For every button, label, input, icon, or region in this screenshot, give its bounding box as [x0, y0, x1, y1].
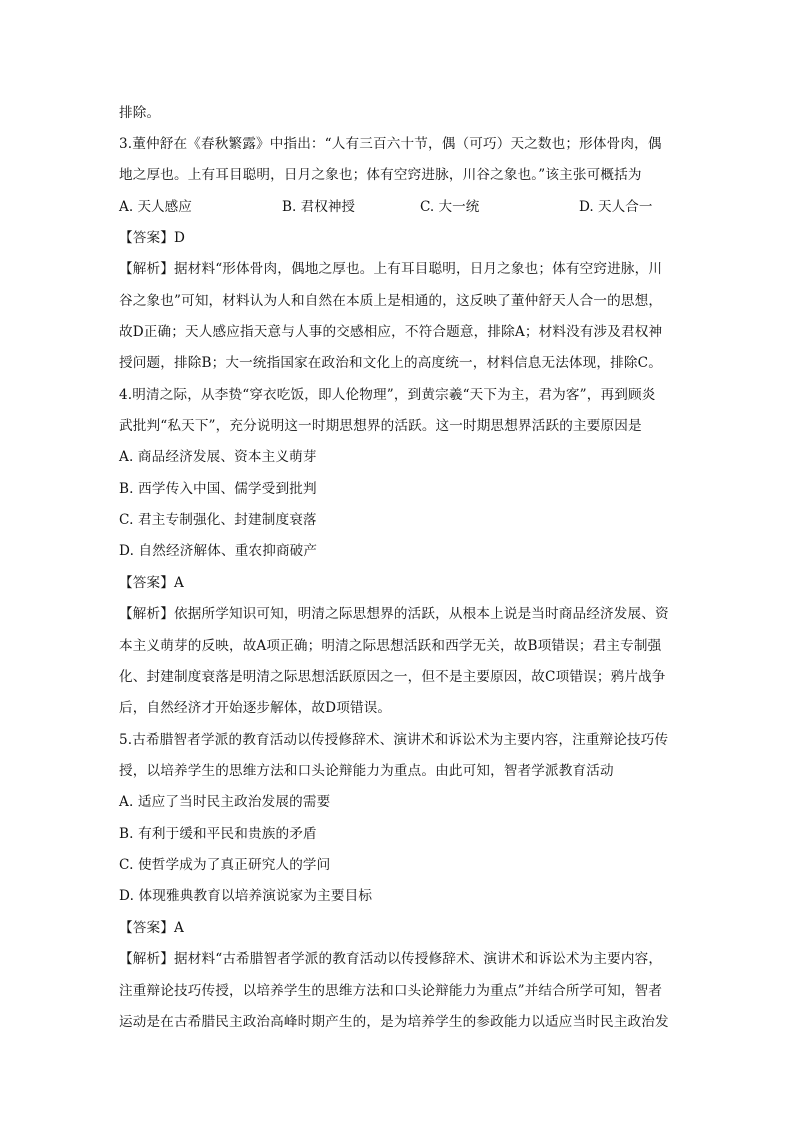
q4-stem-line-1: 4.明清之际，从李贽“穿衣吃饭，即人伦物理”，到黄宗羲“天下为主，君为客”，再到顾炎	[119, 387, 656, 403]
q3-stem-line-1: 3.董仲舒在《春秋繁露》中指出：“人有三百六十节，偶（可巧）天之数也；形体骨肉，偶	[119, 136, 662, 152]
q4-analysis-line-2: 本主义萌芽的反映，故A项正确；明清之际思想活跃和西学无关，故B项错误；君主专制强	[119, 638, 662, 654]
q4-analysis-line-1: 【解析】依据所学知识可知，明清之际思想界的活跃，从根本上说是当时商品经济发展、资	[119, 606, 669, 622]
q5-option-b: B. 有利于缓和平民和贵族的矛盾	[119, 826, 317, 842]
q4-analysis-line-3: 化、封建制度衰落是明清之际思想活跃原因之一，但不是主要原因，故C项错误；鸦片战争	[119, 669, 666, 685]
q5-analysis-line-1: 【解析】据材料“古希腊智者学派的教育活动以传授修辞术、演讲术和诉讼术为主要内容，	[119, 951, 663, 967]
q4-option-c: C. 君主专制强化、封建制度衰落	[119, 512, 317, 528]
q3-option-c: C. 大一统	[420, 199, 480, 215]
q3-options	[119, 197, 719, 217]
q4-option-d: D. 自然经济解体、重农抑商破产	[119, 543, 318, 559]
q3-option-a: A. 天人感应	[119, 199, 192, 215]
q5-option-a: A. 适应了当时民主政治发展的需要	[119, 794, 331, 810]
q3-analysis-line-1: 【解析】据材料“形体骨肉，偶地之厚也。上有耳目聪明，日月之象也；体有空窍进脉，川	[119, 261, 663, 277]
q5-answer: 【答案】A	[119, 920, 184, 936]
q4-option-a: A. 商品经济发展、资本主义萌芽	[119, 449, 317, 465]
q3-analysis-line-3: 故D正确；天人感应指天意与人事的交感相应，不符合题意，排除A；材料没有涉及君权神	[119, 324, 663, 340]
q4-stem-line-2: 武批判“私天下”，充分说明这一时期思想界的活跃。这一时期思想界活跃的主要原因是	[119, 418, 642, 434]
q5-stem-line-2: 授，以培养学生的思维方法和口头论辩能力为重点。由此可知，智者学派教育活动	[119, 763, 614, 779]
q4-option-b: B. 西学传入中国、儒学受到批判	[119, 481, 317, 497]
q3-option-b: B. 君权神授	[282, 199, 356, 215]
q3-analysis-line-2: 谷之象也”可知，材料认为人和自然在本质上是相通的，这反映了董仲舒天人合一的思想，	[119, 293, 663, 309]
q2-tail-text: 排除。	[119, 105, 161, 121]
q3-analysis-line-4: 授问题，排除B；大一统指国家在政治和文化上的高度统一，材料信息无法体现，排除C。	[119, 355, 662, 371]
q5-option-c: C. 使哲学成为了真正研究人的学问	[119, 857, 331, 873]
q5-option-d: D. 体现雅典教育以培养演说家为主要目标	[119, 888, 373, 904]
q3-option-d: D. 天人合一	[579, 199, 653, 215]
q3-answer: 【答案】D	[119, 230, 186, 246]
q4-analysis-line-4: 后，自然经济才开始逐步解体，故D项错误。	[119, 700, 392, 716]
q4-answer: 【答案】A	[119, 575, 184, 591]
q5-analysis-line-2: 注重辩论技巧传授，以培养学生的思维方法和口头论辩能力为重点”并结合所学可知，智者	[119, 983, 663, 999]
q5-analysis-line-3: 运动是在古希腊民主政治高峰时期产生的，是为培养学生的参政能力以适应当时民主政治发	[119, 1014, 669, 1030]
q5-stem-line-1: 5.古希腊智者学派的教育活动以传授修辞术、演讲术和诉讼术为主要内容，注重辩论技巧传	[119, 732, 669, 748]
q3-stem-line-2: 地之厚也。上有耳目聪明，日月之象也；体有空窍进脉，川谷之象也。”该主张可概括为	[119, 167, 642, 183]
